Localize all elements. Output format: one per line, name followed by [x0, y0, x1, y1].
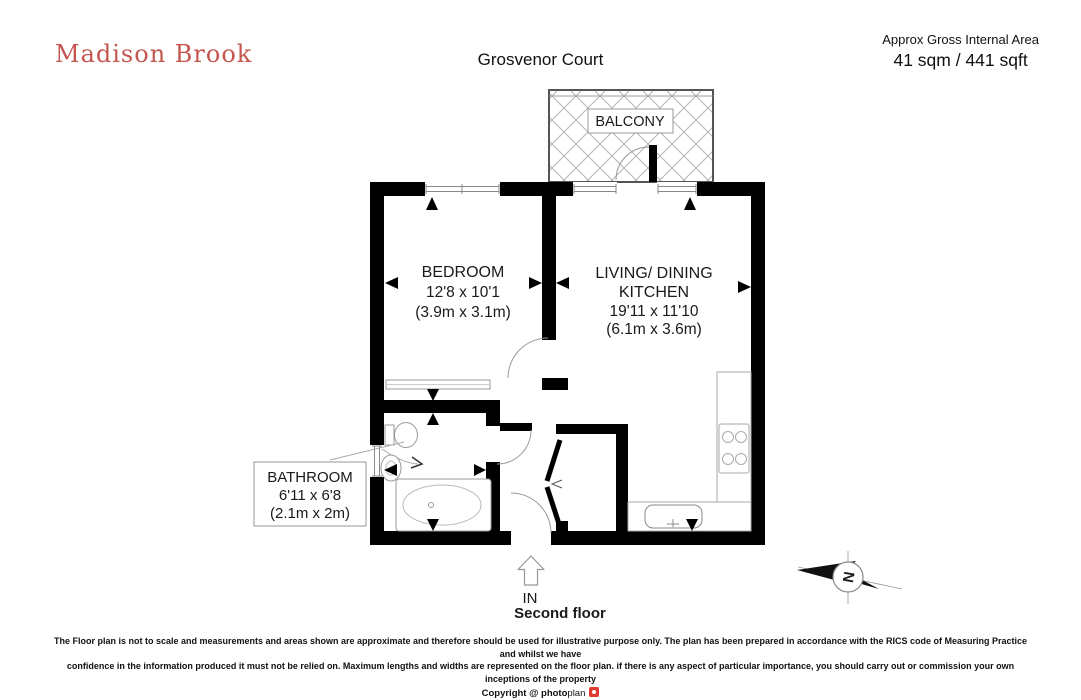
living-dims-ft: 19'11 x 11'10 [609, 303, 699, 320]
bedroom-name: BEDROOM [421, 264, 505, 281]
balcony-label: BALCONY [595, 114, 665, 130]
disclaimer-line-1: The Floor plan is not to scale and measurements and areas shown are approximate and therefore should be used for illustrative purpose only. The plan has been prepared in accordance with the RICS code of Measuring Practice and whilst we have [53, 636, 1028, 659]
bedroom-dims-m: (3.9m x 3.1m) [415, 304, 511, 321]
disclaimer-line-2: confidence in the information produced it must not be relied on. Maximum lengths and widths are represented on the floor plan. if there is any aspect of particular importance, you should carry out or commission your own inceptions of the property [66, 661, 1015, 684]
floor-label: Second floor [514, 605, 606, 622]
kitchen-counter-bottom [628, 502, 751, 531]
kitchen-counter-right [717, 372, 751, 502]
balcony-window-left [573, 182, 617, 196]
living-dims-m: (6.1m x 3.6m) [606, 321, 702, 338]
bathroom-dims-ft: 6'11 x 6'8 [278, 487, 342, 504]
brand-photo: photo [541, 688, 568, 699]
living-label [595, 265, 712, 338]
bedroom-label [415, 264, 511, 321]
disclaimer [50, 635, 1031, 700]
living-name-2: KITCHEN [618, 284, 690, 301]
bathroom-name: BATHROOM [267, 469, 353, 486]
in-arrow-icon [518, 556, 544, 585]
fixtures [381, 372, 751, 531]
entry-door-arc [511, 493, 551, 533]
bathroom-dims-m: (2.1m x 2m) [269, 505, 351, 522]
entrance [514, 556, 606, 622]
brand-plan: plan [567, 688, 586, 699]
agency-logo: Madison Brook [55, 40, 253, 68]
bedroom-door-arc [508, 338, 548, 378]
bathtub [396, 479, 491, 531]
photoplan-camera-icon [589, 687, 599, 697]
balcony-door-leaf [649, 145, 657, 182]
area-label: Approx Gross Internal Area [882, 32, 1039, 47]
living-name-1: LIVING/ DINING [595, 265, 713, 282]
copyright-line [50, 687, 1031, 700]
in-label: IN [522, 590, 538, 607]
balcony-window-right [657, 182, 697, 196]
compass-icon [797, 551, 902, 604]
closet-doors [547, 440, 562, 527]
bedroom-window [425, 182, 500, 196]
bathroom-door-arc [497, 430, 531, 464]
balcony-area [549, 90, 713, 182]
copyright-prefix: Copyright @ [481, 688, 542, 699]
toilet [385, 423, 418, 448]
bedroom-dims-ft: 12'8 x 10'1 [425, 284, 501, 301]
property-title: Grosvenor Court [477, 50, 604, 69]
compass-north-label: N [838, 570, 858, 584]
hob [719, 424, 749, 473]
swing-arrow [411, 457, 422, 468]
area-value: 41 sqm / 441 sqft [893, 50, 1028, 70]
